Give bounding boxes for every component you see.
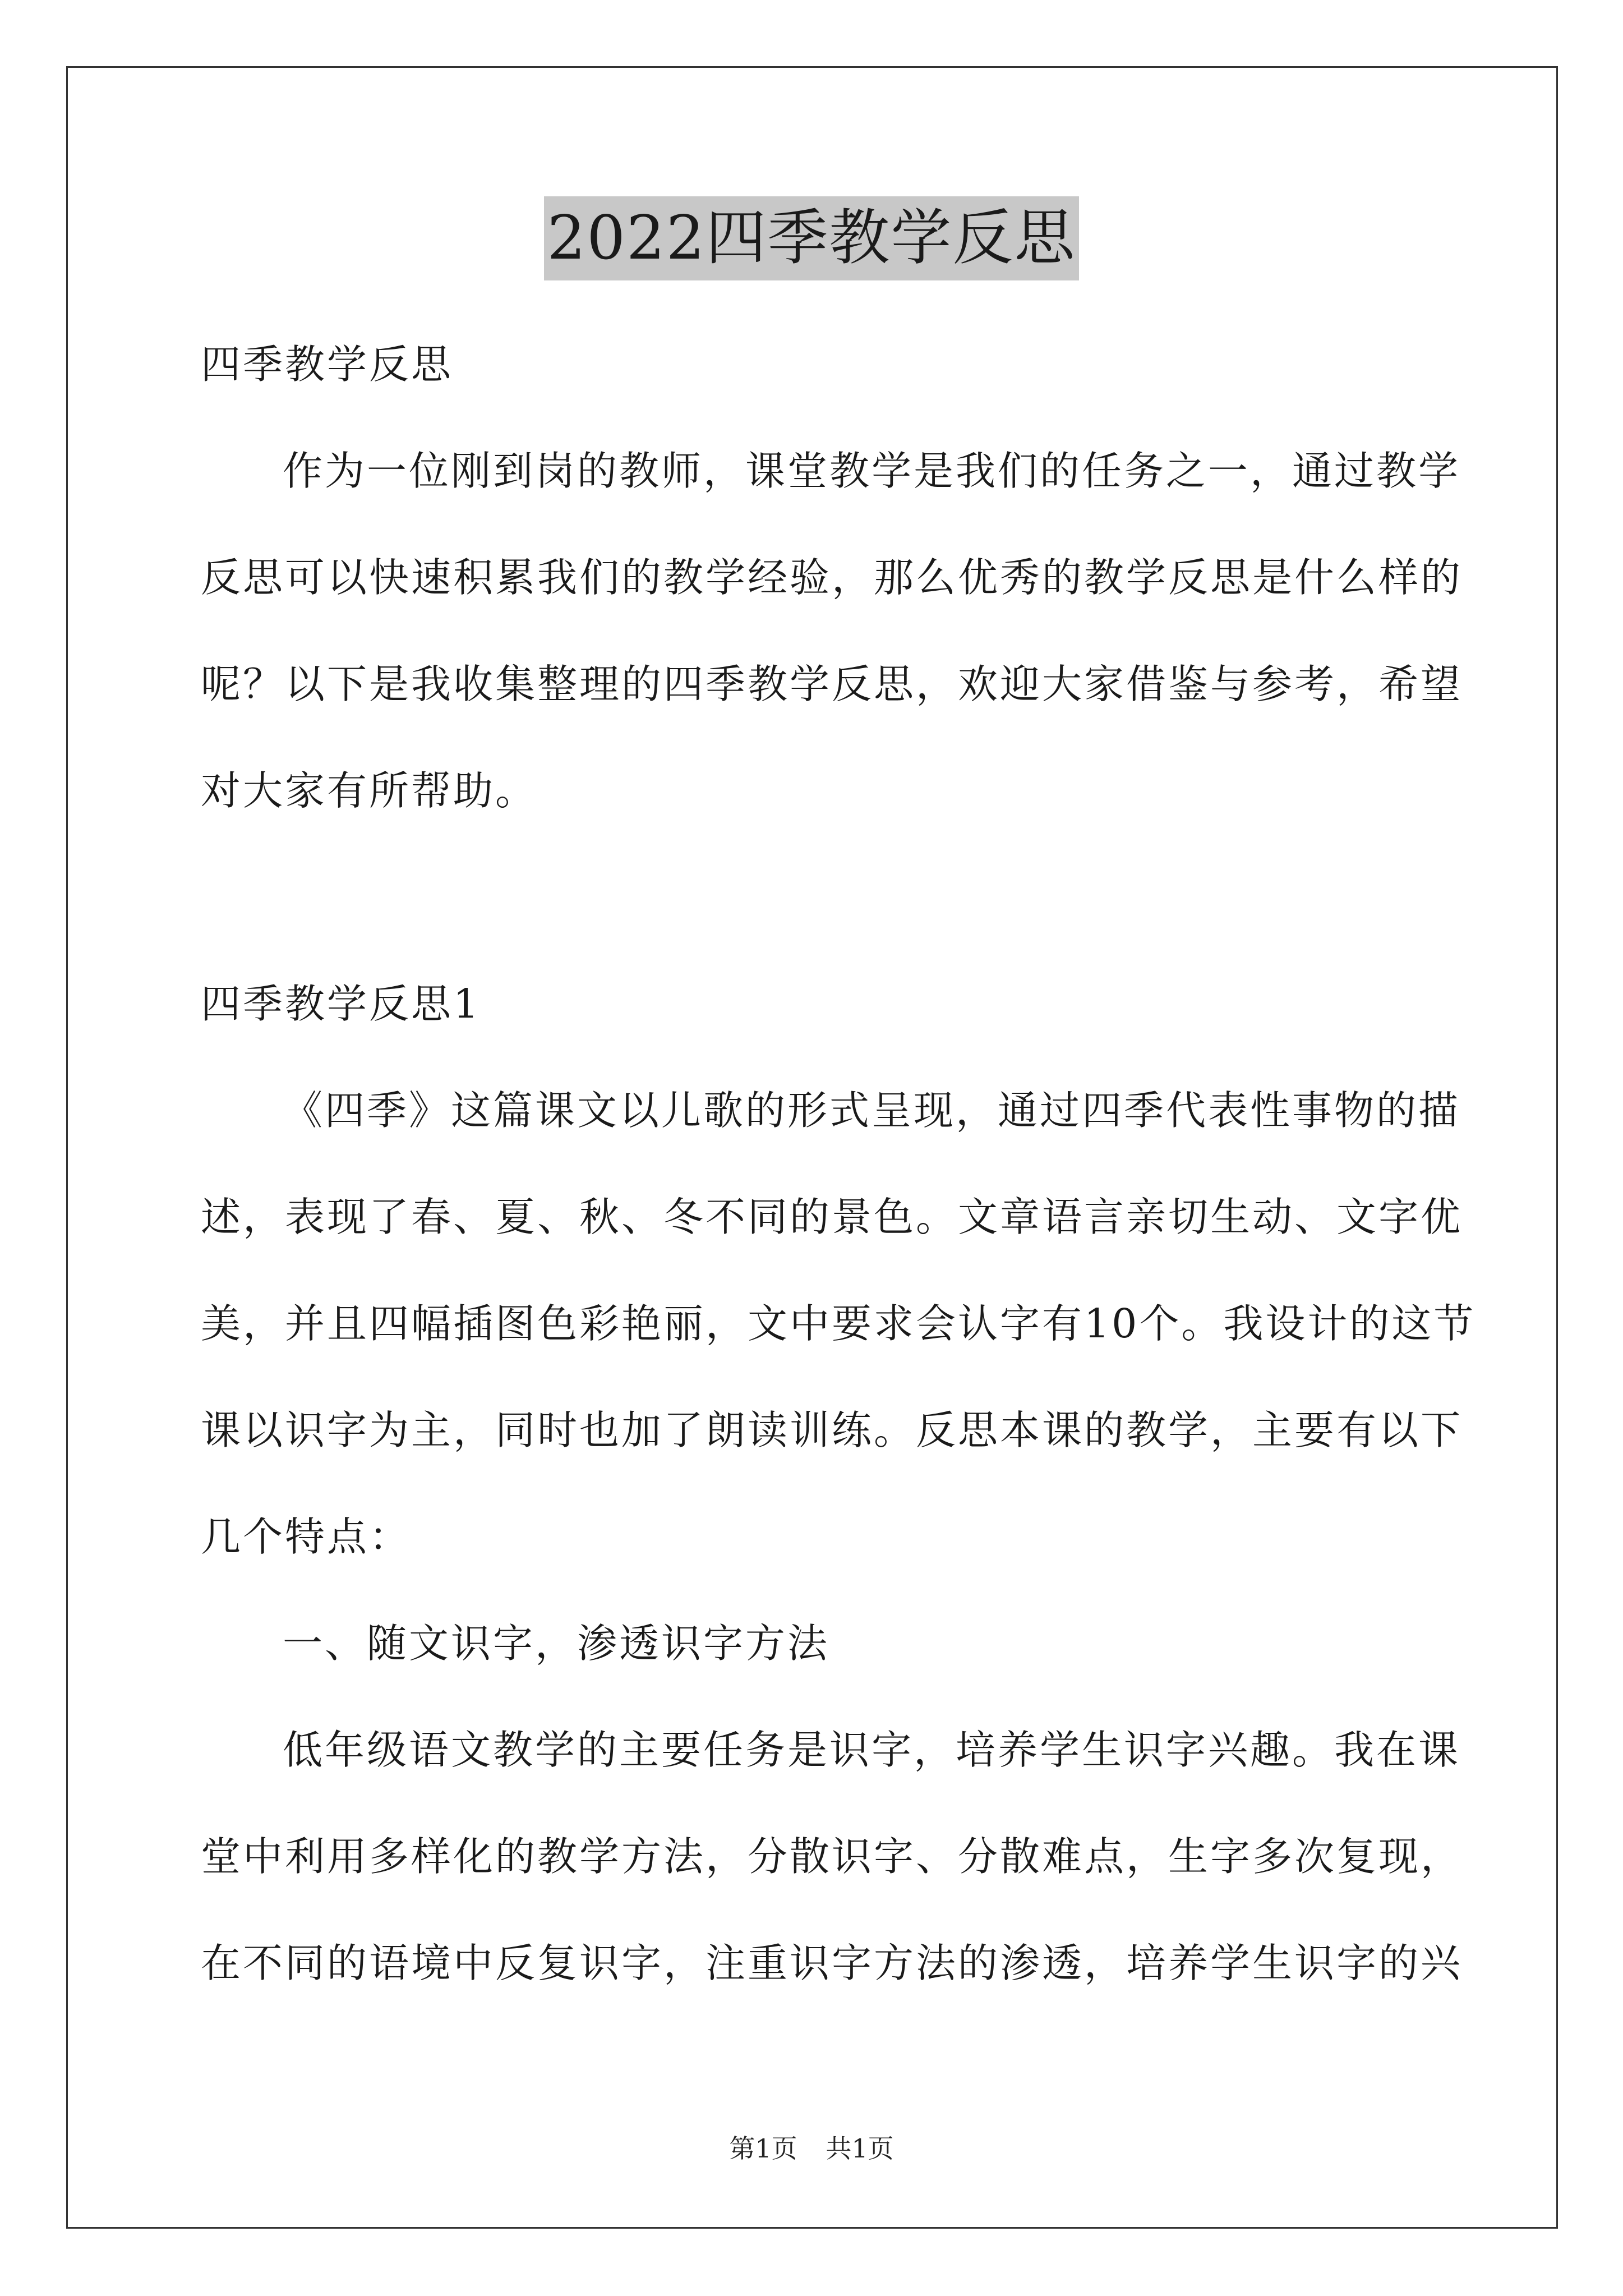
- text-line: 四季教学反思: [201, 341, 454, 388]
- text-line: 美，并且四幅插图色彩艳丽，文中要求会认字有10个。我设计的这节: [201, 1300, 1476, 1347]
- document-title: 2022四季教学反思: [544, 196, 1080, 280]
- text-line: 反思可以快速积累我们的教学经验，那么优秀的教学反思是什么样的: [201, 554, 1463, 601]
- text-line: 堂中利用多样化的教学方法，分散识字、分散难点，生字多次复现，: [201, 1833, 1463, 1880]
- text-line: 呢？以下是我收集整理的四季教学反思，欢迎大家借鉴与参考，希望: [201, 661, 1463, 707]
- paragraph-gap: [201, 844, 1429, 951]
- text-line: 四季教学反思1: [201, 981, 481, 1027]
- text-line: 几个特点：: [201, 1513, 412, 1560]
- text-line: 低年级语文教学的主要任务是识字，培养学生识字兴趣。我在课: [283, 1727, 1461, 1773]
- text-line: 《四季》这篇课文以儿歌的形式呈现，通过四季代表性事物的描: [283, 1087, 1461, 1134]
- title-container: [0, 196, 1623, 280]
- text-line: 在不同的语境中反复识字，注重识字方法的渗透，培养学生识字的兴: [201, 1940, 1463, 1986]
- text-line: 作为一位刚到岗的教师，课堂教学是我们的任务之一，通过教学: [283, 448, 1461, 494]
- page-footer: [0, 2132, 1623, 2165]
- text-line: 一、随文识字，渗透识字方法: [283, 1620, 830, 1667]
- page-total: 共1页: [826, 2133, 894, 2164]
- document-body: [201, 311, 1476, 2017]
- text-line: 述，表现了春、夏、秋、冬不同的景色。文章语言亲切生动、文字优: [201, 1194, 1463, 1240]
- text-line: 对大家有所帮助。: [201, 767, 538, 814]
- page-number: 第1页: [729, 2133, 797, 2164]
- text-line: 课以识字为主，同时也加了朗读训练。反思本课的教学，主要有以下: [201, 1407, 1463, 1453]
